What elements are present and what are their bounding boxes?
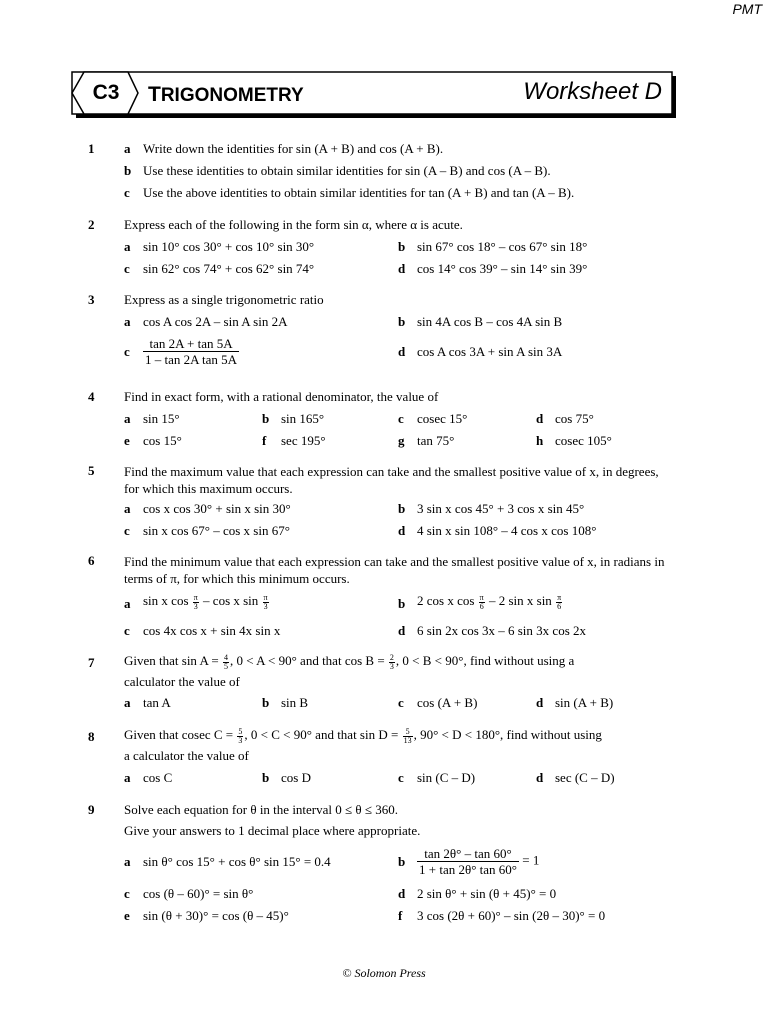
question-stem: Given that sin A = $\frac{4}{5}$ , 0 < A < 90° and that cos B = $\frac{2}{3}$ , 0 < B < 90°, find without using a [124, 652, 575, 671]
part-a-text: sin θ° cos 15° + cos θ° sin 15° = 0.4 [143, 854, 331, 869]
part-label: c [124, 261, 130, 276]
part-g-text: tan 75° [417, 433, 455, 448]
question-number: 4 [88, 389, 95, 404]
question-number: 1 [88, 141, 95, 156]
part-label: b [262, 770, 270, 785]
part-label: d [398, 261, 406, 276]
worksheet-banner [70, 70, 678, 120]
publisher-footer: © Solomon Press [342, 966, 426, 980]
question-number: 9 [88, 802, 95, 817]
question-stem: Find the maximum value that each expression can take and the smallest positive value of x, in degrees, for which this maximum occurs. [124, 464, 659, 496]
part-label: c [398, 411, 404, 426]
part-label: d [398, 623, 406, 638]
part-label: a [124, 770, 131, 785]
part-c-text: cos 4x cos x + sin 4x sin x [143, 623, 281, 638]
part-e-text: sin (θ + 30)° = cos (θ – 45)° [143, 908, 289, 923]
part-b-text: cos D [281, 770, 311, 785]
question-stem: Find the minimum value that each expression can take and the smallest positive value of x, in radians in terms of π, for which this minimum occurs. [124, 554, 665, 586]
part-label: b [262, 411, 270, 426]
question-stem-line-2: calculator the value of [124, 674, 240, 689]
question-number: 5 [88, 463, 95, 478]
part-label: f [262, 433, 267, 448]
unit-badge: C3 [92, 81, 120, 104]
pmt-watermark: PMT [732, 1, 762, 17]
question-number: 7 [88, 655, 95, 670]
part-label: g [398, 433, 405, 448]
question-stem: Find in exact form, with a rational denominator, the value of [124, 389, 439, 404]
question-number: 2 [88, 217, 95, 232]
part-e-text: cos 15° [143, 433, 182, 448]
part-c-fraction: $\frac{\tan 2A + \tan 5A}{\text{1 – tan 2A tan 5A}}$ [145, 336, 238, 367]
part-c-text: cos (θ – 60)° = sin θ° [143, 886, 254, 901]
question-number: 6 [88, 553, 95, 568]
part-c-text: Use the above identities to obtain similar identities for tan (A + B) and tan (A – B). [143, 185, 575, 200]
part-a-text: sin x cos $\frac{\pi}{3}$ – cos x sin $\frac{\pi}{3}$ [143, 592, 268, 611]
part-label: d [398, 523, 406, 538]
part-label: a [124, 854, 131, 869]
question-stem: Solve each equation for θ in the interval 0 ≤ θ ≤ 360. [124, 802, 399, 817]
part-label: d [398, 886, 406, 901]
question-number: 3 [88, 292, 95, 307]
part-c-text: sin 62° cos 74° + cos 62° sin 74° [143, 261, 315, 276]
part-d-text: cos 14° cos 39° – sin 14° sin 39° [417, 261, 588, 276]
part-f-text: sec 195° [281, 433, 326, 448]
part-label: c [124, 344, 130, 359]
part-label: f [398, 908, 403, 923]
part-c-text: sin (C – D) [417, 770, 476, 785]
question-stem-line-2: Give your answers to 1 decimal place where appropriate. [124, 823, 421, 838]
part-label: h [536, 433, 544, 448]
part-d-text: 4 sin x sin 108° – 4 cos x cos 108° [417, 523, 597, 538]
part-c-text: cosec 15° [417, 411, 468, 426]
part-d-text: 6 sin 2x cos 3x – 6 sin 3x cos 2x [417, 623, 586, 638]
part-label: b [398, 854, 406, 869]
part-label: a [124, 411, 131, 426]
part-f-text: 3 cos (2θ + 60)° – sin (2θ – 30)° = 0 [417, 908, 606, 923]
part-b-text: sin 67° cos 18° – cos 67° sin 18° [417, 239, 588, 254]
question-stem: Given that cosec C = $\frac{5}{3}$ , 0 < C < 90° and that sin D = $\frac{5}{13}$ , 90° < D < 180°, find without using [124, 726, 602, 745]
part-label: b [262, 695, 270, 710]
part-label: d [398, 344, 406, 359]
part-d-text: cos A cos 3A + sin A sin 3A [417, 344, 563, 359]
part-d-text: sin (A + B) [555, 695, 614, 710]
question-stem: Express as a single trigonometric ratio [124, 292, 324, 307]
part-label: a [124, 596, 131, 611]
question-stem: Express each of the following in the form sin α, where α is acute. [124, 217, 463, 232]
part-c-text: sin x cos 67° – cos x sin 67° [143, 523, 290, 538]
part-d-text: cos 75° [555, 411, 594, 426]
part-a-text: sin 15° [143, 411, 180, 426]
part-a-text: sin 10° cos 30° + cos 10° sin 30° [143, 239, 315, 254]
part-a-text: Write down the identities for sin (A + B) and cos (A + B). [143, 141, 444, 156]
part-h-text: cosec 105° [555, 433, 612, 448]
part-label: b [398, 596, 406, 611]
part-label: e [124, 908, 130, 923]
part-c-text: cos (A + B) [417, 695, 478, 710]
part-d-text: 2 sin θ° + sin (θ + 45)° = 0 [417, 886, 557, 901]
part-label: a [124, 695, 131, 710]
part-label: a [124, 314, 131, 329]
part-d-text: sec (C – D) [555, 770, 615, 785]
part-a-text: cos x cos 30° + sin x sin 30° [143, 501, 291, 516]
part-b-text: 2 cos x cos $\frac{\pi}{6}$ – 2 sin x sin $\frac{\pi}{6}$ [417, 592, 562, 611]
part-label: e [124, 433, 130, 448]
part-b-text: sin B [281, 695, 309, 710]
part-label: a [124, 239, 131, 254]
topic-title: TRIGONOMETRY [148, 83, 304, 106]
worksheet-title: Worksheet D [523, 78, 662, 105]
part-a-text: cos C [143, 770, 173, 785]
part-label: d [536, 695, 544, 710]
part-a-text: cos A cos 2A – sin A sin 2A [143, 314, 288, 329]
part-label: b [398, 239, 406, 254]
part-b-text: sin 4A cos B – cos 4A sin B [417, 314, 563, 329]
question-number: 8 [88, 729, 95, 744]
part-label: b [124, 163, 132, 178]
part-label: c [398, 695, 404, 710]
part-label: d [536, 411, 544, 426]
question-stem-line-2: a calculator the value of [124, 748, 249, 763]
part-label: a [124, 501, 131, 516]
part-b-text: $\frac{\tan 2\theta^\circ - \tan 60^\circ}{1 + \tan 2\theta^\circ \tan 60^\circ}$ = 1 [419, 846, 540, 877]
part-label: c [398, 770, 404, 785]
part-label: b [398, 314, 406, 329]
part-label: c [124, 886, 130, 901]
part-label: c [124, 185, 130, 200]
part-label: c [124, 623, 130, 638]
part-b-text: sin 165° [281, 411, 325, 426]
part-b-text: 3 sin x cos 45° + 3 cos x sin 45° [417, 501, 585, 516]
part-a-text: tan A [143, 695, 171, 710]
part-label: c [124, 523, 130, 538]
part-label: d [536, 770, 544, 785]
part-label: a [124, 141, 131, 156]
part-label: b [398, 501, 406, 516]
part-b-text: Use these identities to obtain similar identities for sin (A – B) and cos (A – B). [143, 163, 551, 178]
